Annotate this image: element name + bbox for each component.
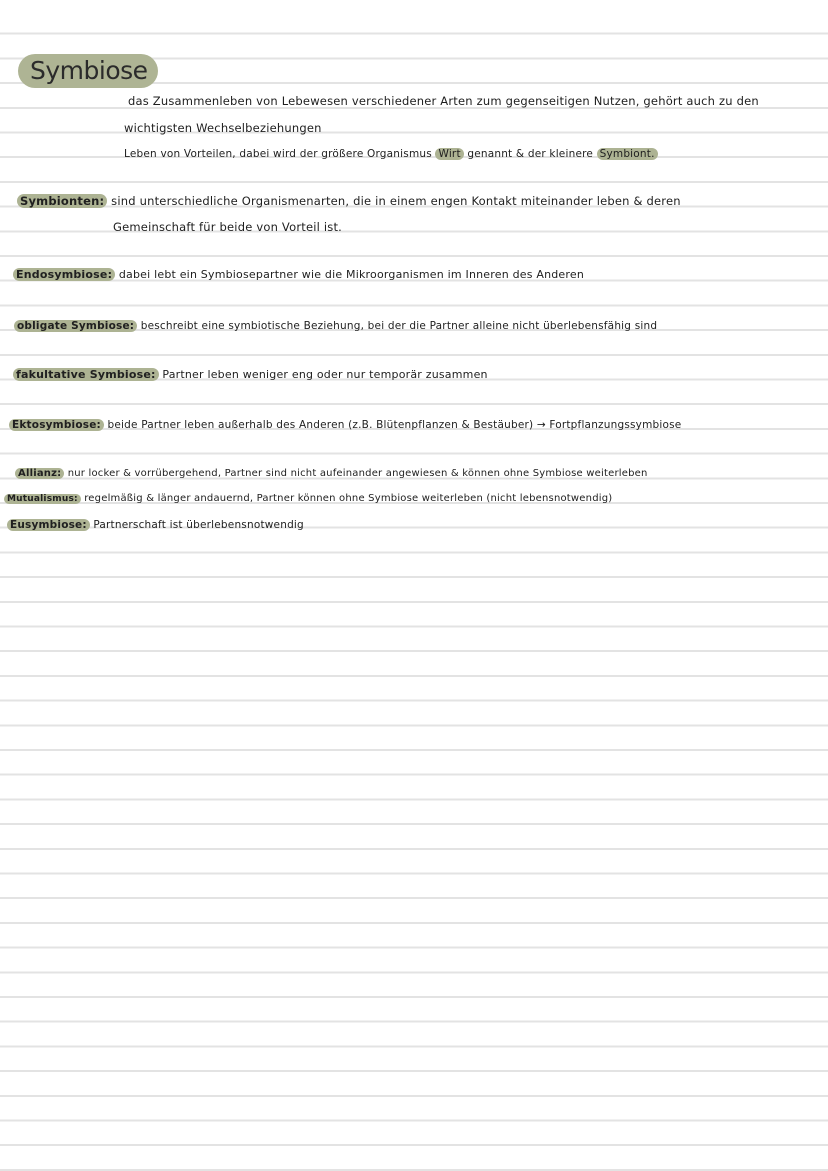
definition-endosymbiose	[13, 267, 584, 283]
definition-term: Allianz:	[15, 468, 64, 479]
definition-obligate-symbiose	[14, 318, 657, 334]
definition-fakultative-symbiose	[13, 367, 488, 383]
definition-ektosymbiose	[9, 417, 681, 433]
definition-text: Partnerschaft ist überlebensnotwendig	[93, 519, 304, 531]
intro-line-3-middle: genannt & der kleinere	[467, 148, 594, 160]
definition-symbionten	[17, 193, 681, 209]
definition-term: Ektosymbiose:	[9, 419, 104, 431]
definition-text: beide Partner leben außerhalb des Anderen (z.B. Blütenpflanzen & Bestäuber) → Fortpflanzungssymbiose	[107, 419, 682, 431]
definition-text: beschreibt eine symbiotische Beziehung, bei der die Partner alleine nicht überlebensfähig sind	[140, 320, 658, 332]
definition-allianz	[15, 466, 648, 482]
intro-line-1: das Zusammenleben von Lebewesen verschiedener Arten zum gegenseitigen Nutzen, gehört auch zu den	[128, 94, 759, 108]
definition-term: obligate Symbiose:	[14, 320, 137, 332]
intro-line-3	[124, 146, 658, 162]
definition-text: nur locker & vorrübergehend, Partner sind nicht aufeinander angewiesen & können ohne Symbiose weiterleben	[67, 468, 648, 479]
page-title: Symbiose	[18, 54, 158, 88]
definition-text: regelmäßig & länger andauernd, Partner können ohne Symbiose weiterleben (nicht lebensnotwendig)	[84, 493, 613, 504]
intro-line-2: wichtigsten Wechselbeziehungen	[124, 121, 322, 135]
intro-line-3-start: Leben von Vorteilen, dabei wird der größere Organismus	[124, 148, 432, 160]
symbiont-term: Symbiont.	[597, 148, 658, 160]
host-term: Wirt	[435, 148, 463, 160]
definition-mutualismus	[4, 491, 612, 507]
definition-text: sind unterschiedliche Organismenarten, die in einem engen Kontakt miteinander leben & deren	[111, 194, 681, 208]
definition-text: Partner leben weniger eng oder nur temporär zusammen	[162, 368, 488, 381]
definition-term: Symbionten:	[17, 194, 107, 208]
definition-term: fakultative Symbiose:	[13, 368, 159, 381]
definition-term: Mutualismus:	[4, 494, 81, 504]
definition-text: dabei lebt ein Symbiosepartner wie die Mikroorganismen im Inneren des Anderen	[118, 268, 585, 281]
definition-eusymbiose	[7, 517, 304, 533]
definition-term: Eusymbiose:	[7, 519, 90, 531]
definition-term: Endosymbiose:	[13, 268, 115, 281]
definition-symbionten-continued: Gemeinschaft für beide von Vorteil ist.	[113, 220, 343, 234]
